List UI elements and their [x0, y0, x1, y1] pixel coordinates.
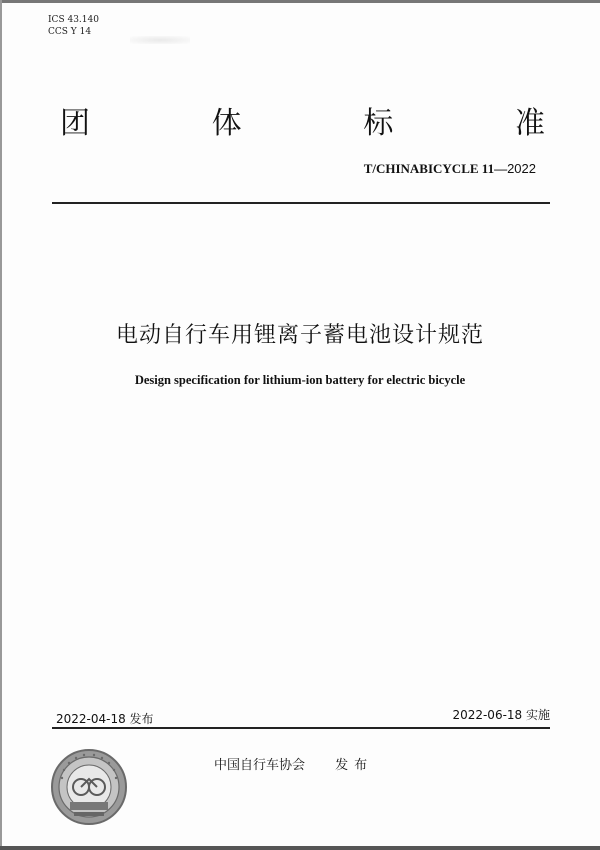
heading-char-2: 体 [211, 106, 242, 141]
english-title: Design specification for lithium-ion battery for electric bicycle [134, 373, 466, 387]
standard-number-prefix: T/CHINABICYCLE 11— [363, 161, 508, 176]
scan-edge-bottom [0, 846, 600, 850]
classification-codes [48, 14, 99, 38]
issuer-action: 发布 [335, 758, 374, 773]
bottom-divider [52, 727, 550, 729]
heading-char-4: 准 [514, 106, 545, 141]
standard-number-year: 2022 [507, 161, 536, 176]
scan-smudge [130, 36, 190, 44]
ccs-code: CCS Y 14 [48, 27, 92, 37]
association-seal-icon [50, 748, 128, 826]
issuer-name: 中国自行车协会 [214, 758, 306, 773]
chinese-title: 电动自行车用锂离子蓄电池设计规范 [115, 323, 484, 348]
scan-edge-left [0, 0, 2, 850]
issuing-organization [214, 754, 373, 773]
publish-date: 2022-04-18 发布 [56, 712, 154, 726]
implementation-date: 2022-06-18 实施 [452, 708, 550, 722]
top-divider [52, 202, 550, 204]
heading-char-3: 标 [363, 106, 394, 141]
standard-number [364, 161, 536, 177]
scan-edge-top [0, 0, 600, 3]
heading-char-1: 团 [60, 106, 90, 141]
ics-code: ICS 43.140 [48, 15, 99, 25]
standard-type-heading [60, 100, 545, 140]
